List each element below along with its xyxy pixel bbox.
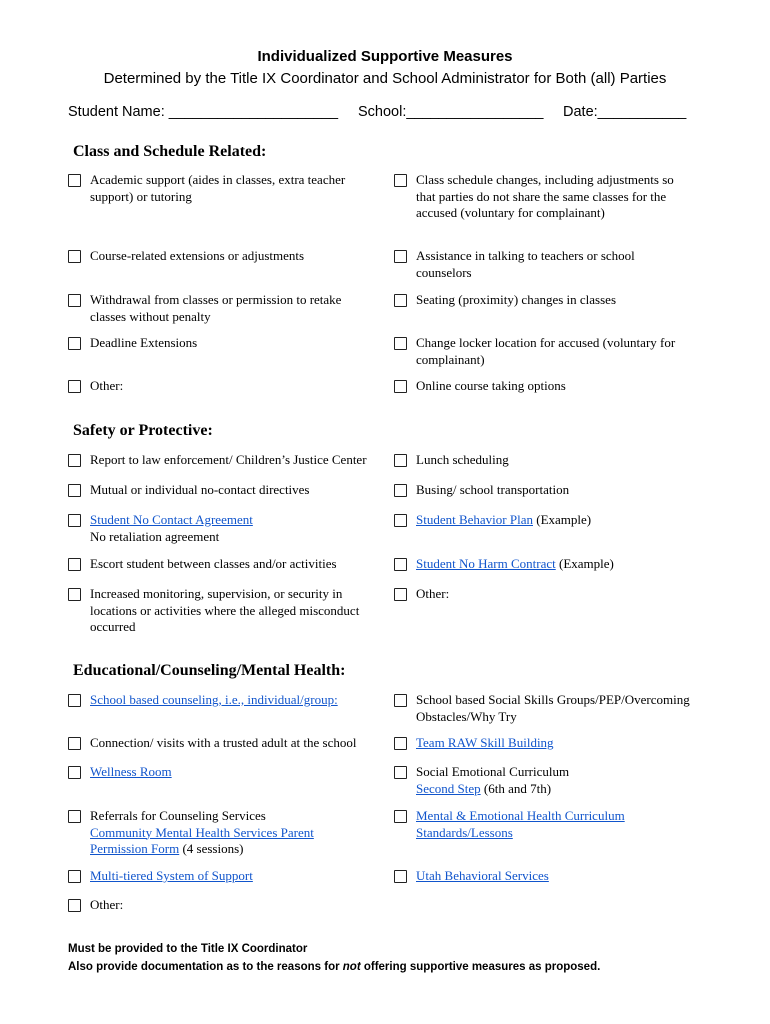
team-raw-link[interactable]: Team RAW Skill Building xyxy=(416,735,554,750)
checkbox[interactable] xyxy=(68,694,81,707)
option-law-enforcement xyxy=(68,452,388,469)
option-busing xyxy=(394,482,714,499)
option-label: complainant) xyxy=(416,351,485,367)
mtss-link[interactable]: Multi-tiered System of Support xyxy=(90,868,253,883)
behavior-plan-link[interactable]: Student Behavior Plan xyxy=(416,512,533,527)
option-wellness-room xyxy=(68,764,388,781)
document-title: Individualized Supportive Measures xyxy=(257,48,513,65)
permission-form-link[interactable]: Permission Form xyxy=(90,841,180,856)
option-label: locations or activities where the alleged misconduct xyxy=(90,602,360,618)
option-label: classes without penalty xyxy=(90,308,211,324)
option-other-safety xyxy=(394,586,714,603)
option-label: No retaliation agreement xyxy=(90,528,220,544)
option-counseling-referrals xyxy=(68,808,388,858)
option-locker-change xyxy=(394,335,714,368)
checkbox[interactable] xyxy=(68,174,81,187)
checkbox[interactable] xyxy=(394,174,407,187)
option-school-counseling xyxy=(68,692,388,709)
checkbox[interactable] xyxy=(394,737,407,750)
option-label: Withdrawal from classes or permission to retake xyxy=(90,292,342,307)
school-field[interactable]: School:_________________ xyxy=(358,104,544,120)
option-label: accused (voluntary for complainant) xyxy=(416,205,605,220)
checkbox[interactable] xyxy=(68,870,81,883)
checkbox[interactable] xyxy=(68,484,81,497)
section-heading-educational: Educational/Counseling/Mental Health: xyxy=(73,662,346,679)
option-label: Deadline Extensions xyxy=(90,335,198,350)
checkbox[interactable] xyxy=(68,380,81,393)
section-heading-safety: Safety or Protective: xyxy=(73,422,213,439)
footer-note-line2 xyxy=(68,961,600,973)
option-label: Class schedule changes, including adjustments so xyxy=(416,172,674,187)
checkbox[interactable] xyxy=(68,294,81,307)
option-social-skills-groups xyxy=(394,692,714,725)
option-label: Other: xyxy=(90,897,124,912)
option-teacher-assistance xyxy=(394,248,714,281)
option-social-emotional-curriculum xyxy=(394,764,714,797)
option-label: Lunch scheduling xyxy=(416,452,509,467)
checkbox[interactable] xyxy=(394,766,407,779)
second-step-link[interactable]: Second Step xyxy=(416,780,481,796)
option-no-contact-agreement xyxy=(68,512,388,545)
checkbox[interactable] xyxy=(394,454,407,467)
option-label: Other: xyxy=(90,378,124,393)
option-lunch-scheduling xyxy=(394,452,714,469)
footer-note-line1: Must be provided to the Title IX Coordinator xyxy=(68,943,308,955)
option-no-contact-directives xyxy=(68,482,388,499)
footer-text: offering supportive measures as proposed. xyxy=(360,961,601,973)
checkbox[interactable] xyxy=(68,766,81,779)
checkbox[interactable] xyxy=(68,737,81,750)
option-utah-behavioral xyxy=(394,868,714,885)
option-label: Connection/ visits with a trusted adult at the school xyxy=(90,735,357,750)
option-deadline-extensions xyxy=(68,335,388,352)
checkbox[interactable] xyxy=(68,810,81,823)
option-online-courses xyxy=(394,378,714,395)
no-harm-contract-link[interactable]: Student No Harm Contract xyxy=(416,556,556,571)
option-label: (Example) xyxy=(555,556,614,571)
checkbox[interactable] xyxy=(394,558,407,571)
option-label: Academic support (aides in classes, extra teacher xyxy=(90,172,346,187)
option-academic-support xyxy=(68,172,388,205)
option-label: Referrals for Counseling Services xyxy=(90,808,266,823)
student-name-field[interactable]: Student Name: _____________________ xyxy=(68,104,339,120)
checkbox[interactable] xyxy=(68,454,81,467)
footer-emphasis: not xyxy=(342,961,361,973)
footer-text: Also provide documentation as to the reasons for xyxy=(68,961,343,973)
checkbox[interactable] xyxy=(394,380,407,393)
option-label: that parties do not share the same classes for the xyxy=(416,188,667,204)
utah-behavioral-link[interactable]: Utah Behavioral Services xyxy=(416,868,549,883)
option-label: Escort student between classes and/or activities xyxy=(90,556,337,571)
option-course-extensions xyxy=(68,248,388,265)
option-label: (Example) xyxy=(533,512,592,527)
option-label: (4 sessions) xyxy=(179,841,244,856)
option-label: (6th and 7th) xyxy=(480,780,552,796)
document-subtitle: Determined by the Title IX Coordinator and School Administrator for Both (all) Parties xyxy=(103,70,667,87)
option-label: Busing/ school transportation xyxy=(416,482,570,497)
option-label: Social Emotional Curriculum xyxy=(416,764,570,779)
checkbox[interactable] xyxy=(394,250,407,263)
standards-lessons-link[interactable]: Standards/Lessons xyxy=(416,824,513,840)
option-mental-health-curriculum xyxy=(394,808,714,841)
checkbox[interactable] xyxy=(394,337,407,350)
option-label: Assistance in talking to teachers or school xyxy=(416,248,635,263)
option-increased-monitoring xyxy=(68,586,388,636)
checkbox[interactable] xyxy=(68,588,81,601)
community-mental-health-link[interactable]: Community Mental Health Services Parent xyxy=(90,824,314,840)
checkbox[interactable] xyxy=(68,250,81,263)
option-other-class xyxy=(68,378,388,395)
option-behavior-plan xyxy=(394,512,714,529)
mental-health-curriculum-link[interactable]: Mental & Emotional Health Curriculum xyxy=(416,808,625,823)
checkbox[interactable] xyxy=(394,514,407,527)
option-label: Report to law enforcement/ Children’s Justice Center xyxy=(90,452,367,467)
option-withdrawal xyxy=(68,292,388,325)
option-label: Other: xyxy=(416,586,450,601)
option-label: occurred xyxy=(90,619,136,634)
checkbox[interactable] xyxy=(394,810,407,823)
checkbox[interactable] xyxy=(394,870,407,883)
checkbox[interactable] xyxy=(68,899,81,912)
option-label: counselors xyxy=(416,264,472,280)
option-label: Online course taking options xyxy=(416,378,566,393)
option-label: Seating (proximity) changes in classes xyxy=(416,292,617,307)
option-label: support) or tutoring xyxy=(90,188,192,204)
option-label: School based Social Skills Groups/PEP/Overcoming xyxy=(416,692,690,707)
checkbox[interactable] xyxy=(68,558,81,571)
school-counseling-link[interactable]: School based counseling, i.e., individual/group: xyxy=(90,692,338,707)
option-schedule-changes xyxy=(394,172,714,222)
option-label: Change locker location for accused (voluntary for xyxy=(416,335,676,350)
option-label: Increased monitoring, supervision, or security in xyxy=(90,586,343,601)
checkbox[interactable] xyxy=(394,588,407,601)
option-label: Mutual or individual no-contact directives xyxy=(90,482,310,497)
student-info-row xyxy=(68,104,708,120)
option-team-raw xyxy=(394,735,714,752)
option-trusted-adult xyxy=(68,735,388,752)
checkbox[interactable] xyxy=(68,514,81,527)
option-other-educational xyxy=(68,897,388,914)
option-seating xyxy=(394,292,714,309)
option-label: Course-related extensions or adjustments xyxy=(90,248,305,263)
section-heading-class-schedule: Class and Schedule Related: xyxy=(73,143,267,160)
option-mtss xyxy=(68,868,388,885)
wellness-room-link[interactable]: Wellness Room xyxy=(90,764,172,779)
checkbox[interactable] xyxy=(394,484,407,497)
checkbox[interactable] xyxy=(68,337,81,350)
checkbox[interactable] xyxy=(394,694,407,707)
no-contact-agreement-link[interactable]: Student No Contact Agreement xyxy=(90,512,253,527)
option-no-harm-contract xyxy=(394,556,714,573)
option-label: Obstacles/Why Try xyxy=(416,708,517,724)
checkbox[interactable] xyxy=(394,294,407,307)
date-field[interactable]: Date:___________ xyxy=(563,104,687,120)
option-escort xyxy=(68,556,388,573)
